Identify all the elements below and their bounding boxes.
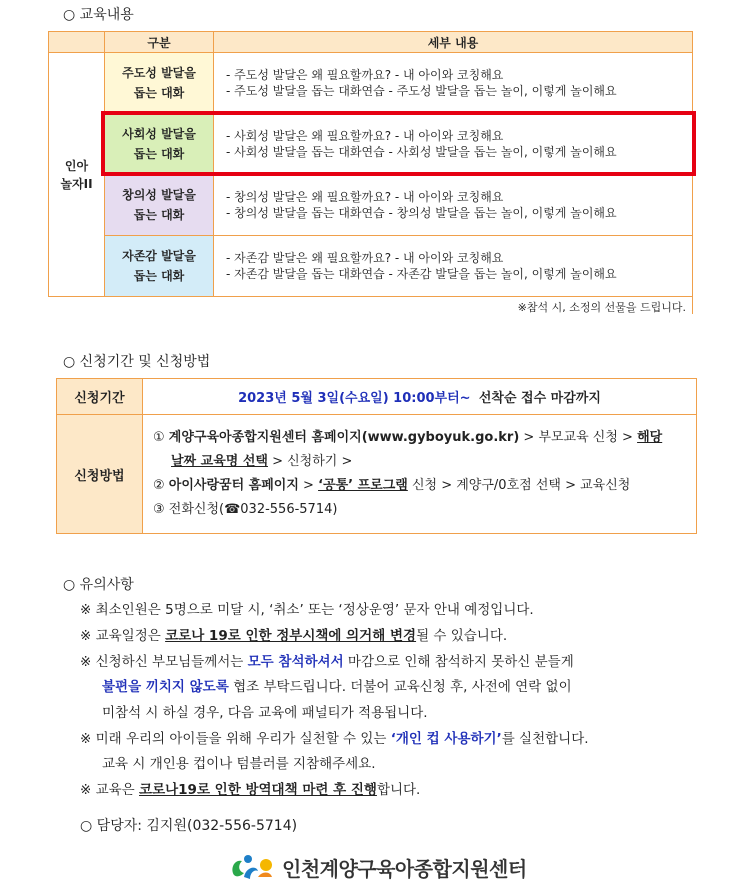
gift-note: ※참석 시, 소정의 선물을 드립니다. (517, 301, 686, 314)
notice-line: ※ 교육은 코로나19로 인한 방역대책 마련 후 진행합니다. (80, 782, 421, 798)
logo-text: 인천계양구육아종합지원센터 (282, 856, 527, 881)
detail-cell: - 자존감 발달은 왜 필요할까요? - 내 아이와 코칭해요 - 자존감 발달을 돕는 대화연습 - 자존감 발달을 돕는 놀이, 이렇게 놀이해요 (214, 236, 693, 297)
method-label: 신청방법 (57, 415, 143, 534)
notice-line: ※ 미래 우리의 아이들을 위해 우리가 실천할 수 있는 ‘개인 컵 사용하기’를 실천합니다. (80, 731, 589, 747)
section-title-content: ○ 교육내용 (63, 7, 134, 23)
detail-cell: - 주도성 발달은 왜 필요할까요? - 내 아이와 코칭해요 - 주도성 발달을 돕는 대화연습 - 주도성 발달을 돕는 놀이, 이렇게 놀이해요 (214, 53, 693, 114)
program-group: 인아 놀자II (49, 53, 105, 297)
notice-line: 불편을 끼치지 않도록 협조 부탁드립니다. 더불어 교육신청 후, 사전에 연락 없이 (102, 679, 572, 695)
header-details: 세부 내용 (214, 32, 693, 53)
contact-info: ○ 담당자: 김지원(032-556-5714) (80, 818, 298, 834)
period-label: 신청기간 (57, 379, 143, 415)
category-cell: 창의성 발달을 돕는 대화 (105, 175, 214, 236)
category-cell: 자존감 발달을 돕는 대화 (105, 236, 214, 297)
section-title-application: ○ 신청기간 및 신청방법 (63, 354, 211, 370)
notice-line: ※ 신청하신 부모님들께서는 모두 참석하셔서 마감으로 인해 참석하지 못하신 분들게 (80, 654, 574, 670)
notice-line: 교육 시 개인용 컵이나 텀블러를 지참해주세요. (102, 756, 376, 772)
category-cell: 사회성 발달을 돕는 대화 (105, 114, 214, 175)
detail-cell: - 창의성 발달은 왜 필요할까요? - 내 아이와 코칭해요 - 창의성 발달을 돕는 대화연습 - 창의성 발달을 돕는 놀이, 이렇게 놀이해요 (214, 175, 693, 236)
section-title-notice: ○ 유의사항 (63, 577, 134, 593)
detail-cell: - 사회성 발달은 왜 필요할까요? - 내 아이와 코칭해요 - 사회성 발달을 돕는 대화연습 - 사회성 발달을 돕는 놀이, 이렇게 놀이해요 (214, 114, 693, 175)
logo-mark-icon (228, 851, 276, 883)
notice-line: 미참석 시 하실 경우, 다음 교육에 패널티가 적용됩니다. (102, 705, 428, 721)
notice-line: ※ 교육일정은 코로나 19로 인한 정부시책에 의거해 변경될 수 있습니다. (80, 628, 508, 644)
highlight-box (101, 111, 696, 176)
application-table (56, 378, 697, 534)
center-logo (228, 851, 527, 883)
period-cell: 2023년 5월 3일(수요일) 10:00부터~ 선착순 접수 마감까지 (143, 379, 697, 415)
category-cell: 주도성 발달을 돕는 대화 (105, 53, 214, 114)
method-cell: ① 계양구육아종합지원센터 홈페이지(www.gyboyuk.go.kr) > 부모교육 신청 > 해당 날짜 교육명 선택 > 신청하기 > ② 아이사랑꿈터 홈페이지 > ‘공통’ 프로그램 신청 > 계양구/0호점 선택 > 교육신청 ③ 전화신청(☎032-556-5714) (143, 415, 697, 534)
header-category: 구분 (105, 32, 214, 53)
divider (692, 296, 693, 314)
notice-line: ※ 최소인원은 5명으로 미달 시, ‘취소’ 또는 ‘정상운영’ 문자 안내 예정입니다. (80, 602, 534, 618)
